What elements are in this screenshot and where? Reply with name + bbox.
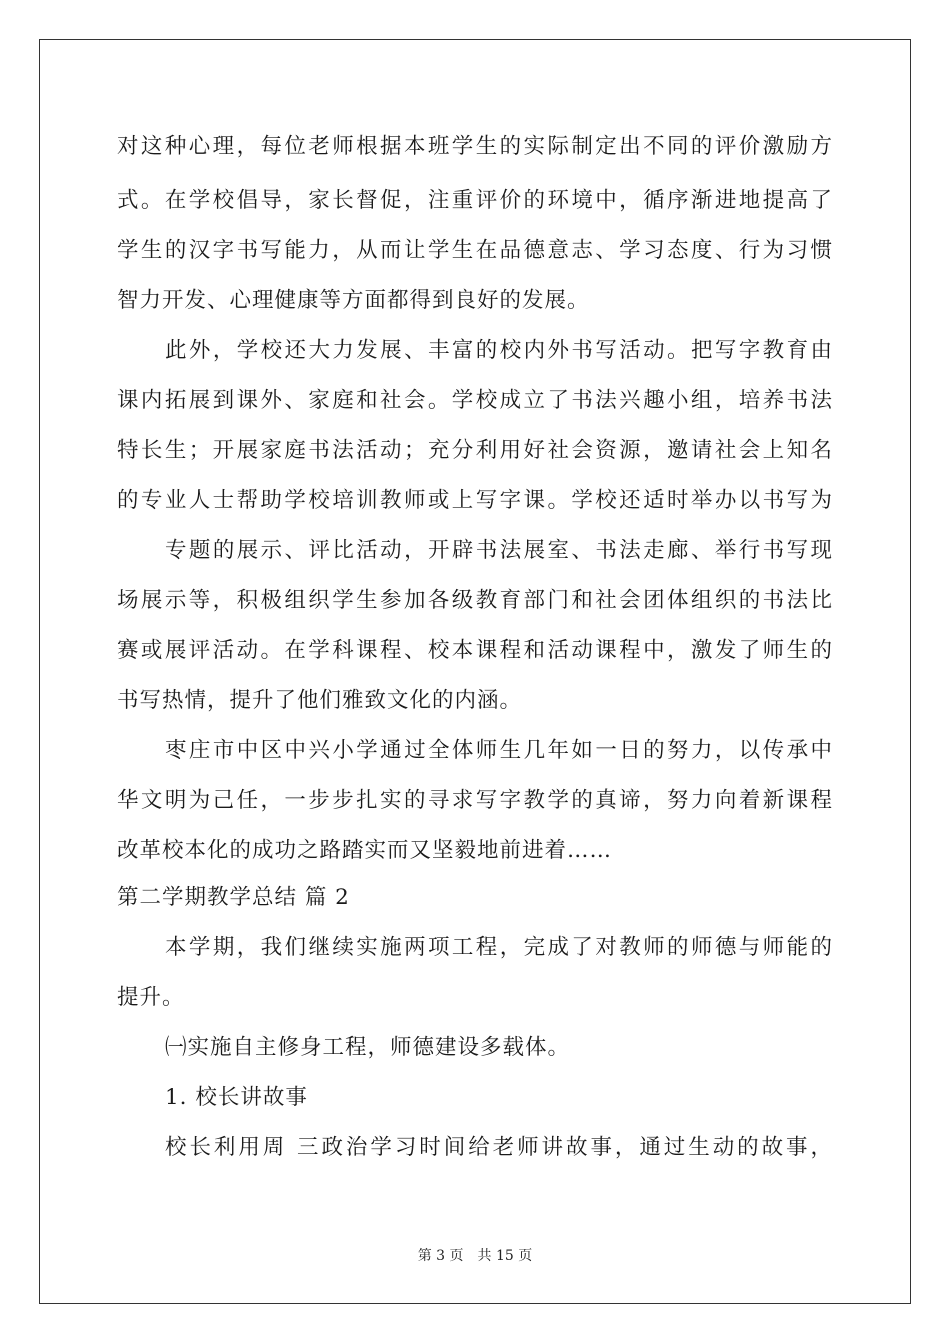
section-heading: 第二学期教学总结 篇 2 [117, 885, 350, 910]
list-item-heading: 1. 校长讲故事 [165, 1085, 308, 1110]
paragraph-line: 学生的汉字书写能力，从而让学生在品德意志、学习态度、行为习惯 [117, 238, 833, 263]
paragraph-line: 对这种心理，每位老师根据本班学生的实际制定出不同的评价激励方 [117, 134, 833, 159]
page-footer [0, 1247, 950, 1265]
paragraph-line: 课内拓展到课外、家庭和社会。学校成立了书法兴趣小组，培养书法 [117, 388, 833, 413]
paragraph-line: 本学期，我们继续实施两项工程，完成了对教师的师德与师能的 [165, 935, 833, 960]
page-frame [39, 39, 911, 1304]
paragraph-line: 的专业人士帮助学校培训教师或上写字课。学校还适时举办以书写为 [117, 488, 833, 513]
paragraph-line: 枣庄市中区中兴小学通过全体师生几年如一日的努力，以传承中 [165, 738, 833, 763]
paragraph-line: 书写热情，提升了他们雅致文化的内涵。 [117, 688, 523, 713]
paragraph-line: 智力开发、心理健康等方面都得到良好的发展。 [117, 288, 590, 313]
page-total: 共 15 页 [477, 1248, 533, 1264]
paragraph-line: 改革校本化的成功之路踏实而又坚毅地前进着…… [117, 838, 613, 863]
paragraph-line: 特长生；开展家庭书法活动；充分利用好社会资源，邀请社会上知名 [117, 438, 833, 463]
paragraph-line: 此外，学校还大力发展、丰富的校内外书写活动。把写字教育由 [165, 338, 833, 363]
paragraph-line: 式。在学校倡导，家长督促，注重评价的环境中，循序渐进地提高了 [117, 188, 833, 213]
paragraph-line: 校长利用周 三政治学习时间给老师讲故事，通过生动的故事， [165, 1135, 833, 1160]
page-number: 第 3 页 [417, 1248, 464, 1264]
paragraph-line: 场展示等，积极组织学生参加各级教育部门和社会团体组织的书法比 [117, 588, 833, 613]
paragraph-line: 提升。 [117, 985, 185, 1010]
paragraph-line: 专题的展示、评比活动，开辟书法展室、书法走廊、举行书写现 [165, 538, 833, 563]
paragraph-line: 赛或展评活动。在学科课程、校本课程和活动课程中，激发了师生的 [117, 638, 833, 663]
subsection-heading: ㈠实施自主修身工程，师德建设多载体。 [165, 1035, 571, 1060]
paragraph-line: 华文明为己任，一步步扎实的寻求写字教学的真谛，努力向着新课程 [117, 788, 833, 813]
